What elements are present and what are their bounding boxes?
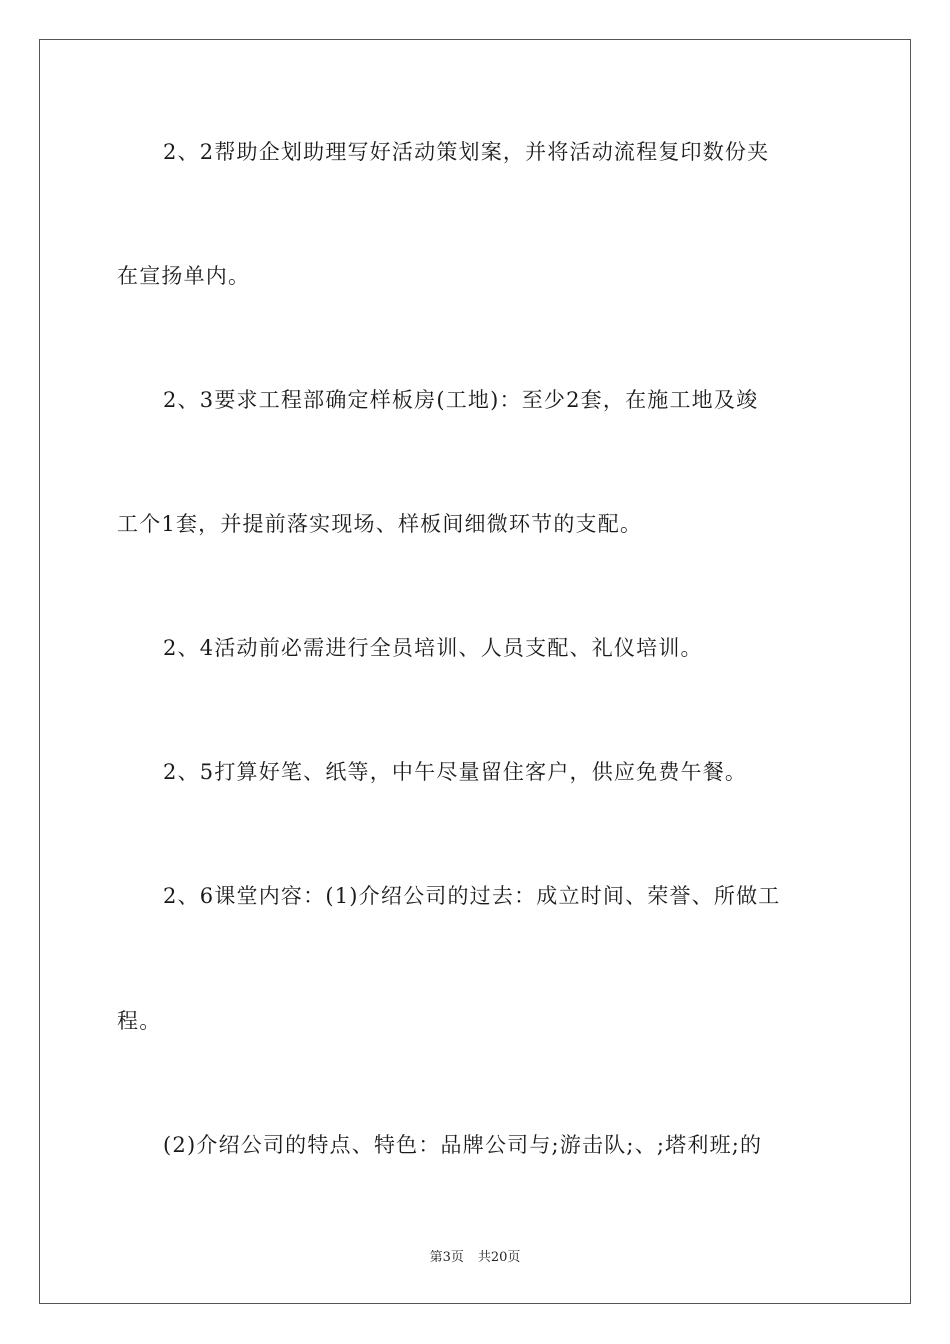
paragraph-line-6: 2、5打算好笔、纸等，中午尽量留住客户，供应免费午餐。	[163, 760, 748, 784]
page-footer	[0, 1246, 950, 1265]
paragraph-line-4: 工个1套，并提前落实现场、样板间细微环节的支配。	[117, 512, 643, 536]
page-number: 第3页	[429, 1250, 464, 1265]
paragraph-line-8: 程。	[117, 1009, 162, 1033]
paragraph-line-7: 2、6课堂内容：(1)介绍公司的过去：成立时间、荣誉、所做工	[163, 884, 781, 908]
page-total: 共20页	[477, 1250, 521, 1265]
paragraph-line-5: 2、4活动前必需进行全员培训、人员支配、礼仪培训。	[163, 636, 703, 660]
paragraph-line-1: 2、2帮助企划助理写好活动策划案，并将活动流程复印数份夹	[163, 140, 770, 164]
paragraph-line-2: 在宣扬单内。	[117, 264, 251, 288]
paragraph-line-3: 2、3要求工程部确定样板房(工地)：至少2套，在施工地及竣	[163, 388, 759, 412]
page-border	[39, 39, 911, 1304]
paragraph-line-9: (2)介绍公司的特点、特色：品牌公司与;游击队;、;塔利班;的	[163, 1133, 763, 1157]
